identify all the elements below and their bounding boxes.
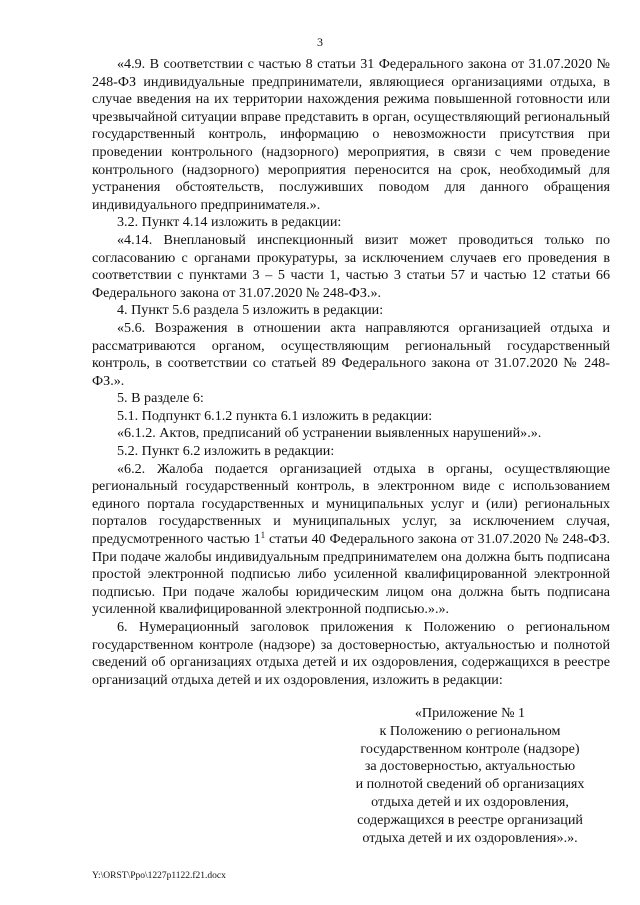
paragraph-5: 5. В разделе 6: xyxy=(117,390,204,407)
paragraph-3-2: 3.2. Пункт 4.14 изложить в редакции: xyxy=(117,214,342,231)
appendix-line: отдыха детей и их оздоровления».». xyxy=(362,829,578,846)
appendix-heading xyxy=(320,705,620,847)
paragraph-6-2-part1: «6.2. Жалоба подается организацией отдыха в органы, осуществляющие региональный государственный контроль, в электронном виде с использованием единого портала государственных и муниципальных услуг и (или) региональных порталов государственных и муниципальных услуг, за исключением случая, предусмотренного частью 1 xyxy=(92,460,610,548)
paragraph-5-6: «5.6. Возражения в отношении акта направляются организацией отдыха и рассматриваются органом, осуществляющим региональный государственный контроль, в соответствии со статьей 89 Федерального закона от 31.07.2020 № 248-ФЗ.». xyxy=(92,319,610,389)
paragraph-5-2: 5.2. Пункт 6.2 изложить в редакции: xyxy=(117,443,335,460)
paragraph-6: 6. Нумерационный заголовок приложения к Положению о региональном государственном контроле (надзоре) за достоверностью, актуальностью и полнотой сведений об организациях отдыха детей и их оздоровления, содержащихся в реестре организаций отдыха детей и их оздоровления, изложить в редакции: xyxy=(92,619,610,688)
document-body xyxy=(92,56,610,689)
paragraph-4-9: «4.9. В соответствии с частью 8 статьи 31 Федерального закона от 31.07.2020 № 248-ФЗ индивидуальные предприниматели, являющиеся организациями отдыха, в случае введения на их территории нахождения режима повышенной готовности или чрезвычайной ситуации вправе представить в орган, осуществляющий региональный государственный контроль, информацию о невозможности присутствия при проведении контрольного (надзорного) мероприятия, в связи с чем проведение контрольного (надзорного) мероприятия переносится на срок, необходимый для устранения обстоятельств, послуживших поводом для данного обращения индивидуального предпринимателя.». xyxy=(92,56,610,213)
appendix-line: к Положению о региональном xyxy=(379,722,561,739)
appendix-line: содержащихся в реестре организаций xyxy=(357,811,583,828)
paragraph-6-2 xyxy=(92,461,610,619)
appendix-line: и полнотой сведений об организациях xyxy=(355,776,585,793)
page-number: 3 xyxy=(317,35,323,49)
appendix-line: за достоверностью, актуальностью xyxy=(364,758,576,775)
paragraph-4-14: «4.14. Внеплановый инспекционный визит может проводиться только по согласованию с органами прокуратуры, за исключением случаев его проведения в соответствии с пунктами 3 – 5 части 1, частью 3 статьи 57 и частью 12 статьи 66 Федерального закона от 31.07.2020 № 248-ФЗ.». xyxy=(92,231,610,301)
paragraph-4: 4. Пункт 5.6 раздела 5 изложить в редакции: xyxy=(117,302,384,319)
paragraph-6-1-2: «6.1.2. Актов, предписаний об устранении выявленных нарушений».». xyxy=(117,425,542,442)
paragraph-5-1: 5.1. Подпункт 6.1.2 пункта 6.1 изложить в редакции: xyxy=(117,407,433,424)
file-path-footer: Y:\ORST\Ppo\1227p1122.f21.docx xyxy=(92,871,226,881)
appendix-line: «Приложение № 1 xyxy=(414,705,526,721)
appendix-line: государственном контроле (надзоре) xyxy=(360,740,580,757)
superscript: 1 xyxy=(260,530,266,541)
appendix-line: отдыха детей и их оздоровления, xyxy=(371,793,569,810)
paragraph-6-2-part2: статьи 40 Федерального закона от 31.07.2020 № 248-ФЗ. При подаче жалобы индивидуальным предпринимателем она должна быть подписана простой электронной подписью либо усиленной квалифицированной электронной подписью. При подаче жалобы юридическим лицом она должна быть подписана усиленной квалифицированной электронной подписью.».». xyxy=(92,531,610,618)
